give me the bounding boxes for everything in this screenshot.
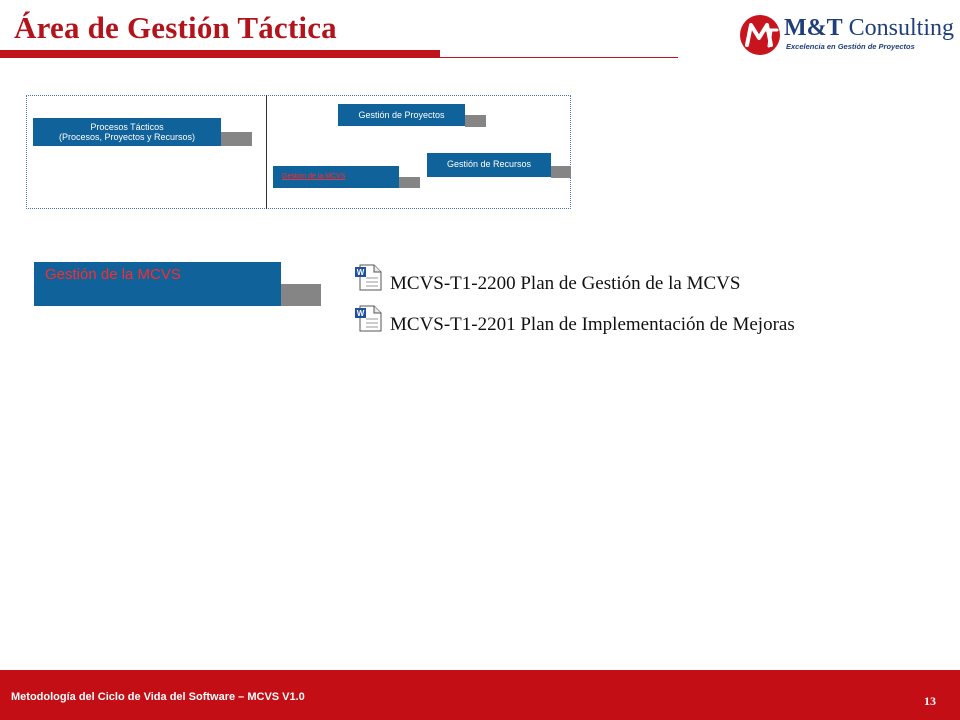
document-title: MCVS-T1-2201 Plan de Implementación de Mejoras bbox=[390, 314, 795, 335]
box-shadow bbox=[465, 115, 486, 127]
page-number: 13 bbox=[924, 694, 936, 708]
box-shadow bbox=[281, 284, 321, 306]
tactical-processes-subtitle: (Procesos, Proyectos y Recursos) bbox=[58, 132, 196, 142]
project-management-box: Gestión de Proyectos bbox=[338, 104, 465, 126]
box-shadow bbox=[399, 177, 420, 188]
logo-wordmark-rest: Consulting bbox=[842, 15, 955, 41]
title-underline-thin bbox=[440, 57, 678, 58]
tactical-process-diagram bbox=[26, 95, 571, 209]
svg-text:W: W bbox=[356, 268, 365, 277]
tactical-processes-box bbox=[33, 118, 221, 146]
footer-text: Metodología del Ciclo de Vida del Software – MCVS V1.0 bbox=[11, 691, 305, 703]
word-document-icon bbox=[354, 264, 383, 292]
logo-wordmark bbox=[784, 15, 954, 41]
company-logo bbox=[738, 12, 955, 58]
footer-bar bbox=[0, 670, 960, 720]
mt-logo-icon bbox=[738, 12, 784, 58]
title-underline-bar bbox=[0, 50, 440, 58]
resource-management-box: Gestión de Recursos bbox=[427, 153, 551, 177]
box-shadow bbox=[221, 132, 252, 146]
diagram-divider bbox=[266, 95, 267, 209]
box-shadow bbox=[551, 166, 571, 178]
mcvs-management-section-box: Gestión de la MCVS bbox=[34, 262, 281, 306]
document-title: MCVS-T1-2200 Plan de Gestión de la MCVS bbox=[390, 273, 741, 294]
logo-wordmark-bold: M&T bbox=[784, 15, 843, 41]
logo-tagline: Excelencia en Gestión de Proyectos bbox=[786, 42, 915, 51]
mcvs-management-link[interactable]: Gestión de la MCVS bbox=[273, 166, 399, 188]
word-document-icon bbox=[354, 305, 383, 333]
svg-text:W: W bbox=[356, 309, 365, 318]
tactical-processes-title: Procesos Tácticos bbox=[90, 122, 164, 132]
page-title: Área de Gestión Táctica bbox=[14, 10, 337, 45]
